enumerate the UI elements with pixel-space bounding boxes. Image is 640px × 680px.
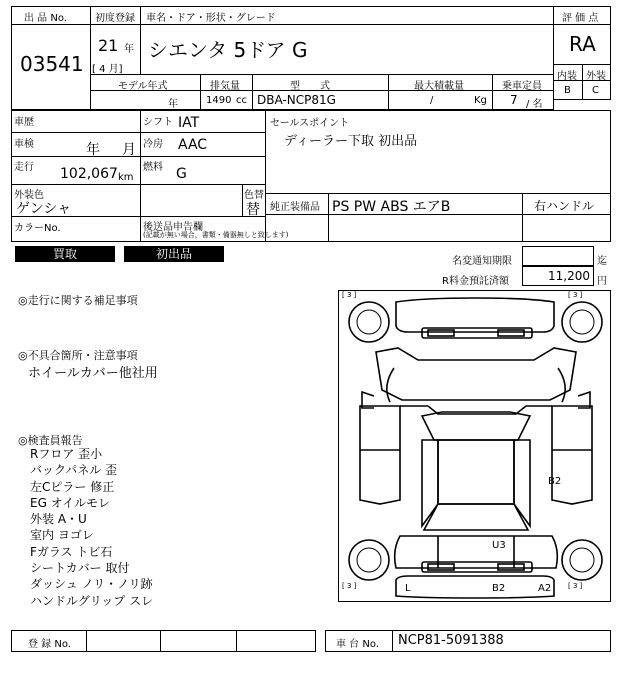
mileage-value: 102,067 bbox=[60, 166, 118, 182]
max-load-unit: Kg bbox=[474, 95, 487, 106]
damage-mark-a2-rear: A2 bbox=[538, 583, 552, 594]
exterior-color-value: ゲンシャ bbox=[16, 201, 72, 217]
car-name: シエンタ 5ドア G bbox=[148, 38, 308, 62]
interior-grade: B bbox=[564, 85, 571, 96]
displacement-unit: cc bbox=[236, 95, 247, 106]
reg-no-label: 登 録 No. bbox=[28, 639, 71, 650]
front-bumper bbox=[396, 298, 554, 332]
mileage-unit: km bbox=[118, 172, 134, 183]
inspector-report-list bbox=[30, 446, 153, 609]
model-code: DBA-NCP81G bbox=[257, 93, 336, 107]
aircon-label: 冷房 bbox=[143, 139, 163, 150]
tire-front-right bbox=[562, 302, 602, 342]
fuel-label: 燃料 bbox=[143, 162, 163, 173]
shift-label: シフト bbox=[143, 117, 173, 128]
first-listing-tag: 初出品 bbox=[124, 246, 224, 262]
inspector-item: EG オイルモレ bbox=[30, 495, 111, 510]
capacity-label: 乗車定員 bbox=[502, 81, 542, 92]
chassis-label: 車 台 No. bbox=[336, 639, 379, 650]
exterior-color-label: 外装色 bbox=[14, 190, 44, 201]
inspector-label: ◎検査員報告 bbox=[18, 434, 83, 447]
inspector-item: ハンドルグリップ スレ bbox=[30, 593, 154, 608]
tire-br-label: [ 3 ] bbox=[568, 582, 583, 590]
equipment-label: 純正装備品 bbox=[270, 202, 320, 213]
capacity-unit: / 名 bbox=[526, 99, 543, 110]
handle-side: 右ハンドル bbox=[534, 199, 595, 213]
repaint-value: 替 bbox=[246, 202, 260, 218]
inspector-item: シートカバー 取付 bbox=[30, 561, 130, 576]
sales-point-value: ディーラー下取 初出品 bbox=[284, 134, 418, 149]
interior-label: 内装 bbox=[557, 71, 577, 82]
max-load: / bbox=[430, 95, 434, 106]
inspector-item: Rフロア 歪小 bbox=[30, 447, 103, 461]
exterior-grade: C bbox=[592, 85, 599, 96]
recycle-amount: 11,200 bbox=[548, 269, 590, 283]
inspector-item: 室内 ヨゴレ bbox=[30, 528, 94, 543]
buy-tag: 買取 bbox=[15, 246, 115, 262]
inspection-label: 車検 bbox=[14, 139, 34, 150]
exterior-label: 外装 bbox=[586, 71, 606, 82]
inspector-item: 外装 A・U bbox=[30, 512, 87, 527]
rating-label: 評 価 点 bbox=[562, 13, 599, 24]
recycle-unit: 円 bbox=[597, 276, 607, 287]
recycle-label: R料金預託済額 bbox=[442, 276, 509, 287]
tire-bl-label: [ 3 ] bbox=[342, 582, 357, 590]
inspector-item: ダッシュ ノリ・ノリ跡 bbox=[30, 577, 153, 592]
body-left bbox=[360, 406, 400, 504]
rear-bumper bbox=[396, 576, 554, 598]
damage-mark-b2-rear: B2 bbox=[492, 583, 506, 594]
aftermarket-note: (記載が無い場合，書類・備器無しと致します) bbox=[143, 231, 289, 239]
tire-rear-right bbox=[562, 540, 602, 580]
tire-front-left bbox=[349, 302, 389, 342]
title-change-label: 名変通知期限 bbox=[452, 256, 512, 267]
title-change-box bbox=[522, 246, 594, 266]
defects-value: ホイールカバー他社用 bbox=[28, 366, 158, 381]
chassis-no: NCP81-5091388 bbox=[398, 633, 504, 648]
model-year-label: モデル年式 bbox=[118, 81, 168, 92]
tire-tr-label: [ 3 ] bbox=[568, 291, 583, 299]
damage-mark-u3-roof: U3 bbox=[492, 540, 506, 551]
title-change-suffix: 迄 bbox=[597, 256, 607, 267]
lot-no: 03541 bbox=[20, 52, 84, 76]
inspection-year-unit: 年 bbox=[86, 142, 100, 158]
max-load-label: 最大積載量 bbox=[414, 81, 464, 92]
body-right bbox=[552, 406, 592, 504]
capacity: 7 bbox=[510, 93, 518, 107]
model-year-unit: 年 bbox=[168, 99, 178, 110]
first-reg-label: 初度登録 bbox=[95, 13, 135, 24]
fuel-value: G bbox=[176, 166, 187, 182]
inspector-item: Fガラス トビ石 bbox=[30, 544, 113, 559]
damage-mark-b2-side: B2 bbox=[548, 476, 562, 487]
damage-mark-l-rear: L bbox=[405, 583, 411, 594]
inspector-item: 左Cピラー 修正 bbox=[30, 479, 115, 494]
tire-tl-label: [ 3 ] bbox=[342, 291, 357, 299]
first-reg-year-unit: 年 bbox=[124, 44, 134, 55]
car-name-label: 車名・ドア・形状・グレード bbox=[146, 13, 276, 24]
first-reg-year: 21 bbox=[98, 36, 119, 55]
shift-value: IAT bbox=[178, 115, 200, 131]
model-label: 型 式 bbox=[290, 81, 330, 92]
inspector-item: バックパネル 歪 bbox=[30, 463, 118, 478]
driving-notes-label: ◎走行に関する補足事項 bbox=[18, 294, 138, 307]
history-label: 車歴 bbox=[14, 117, 34, 128]
rear-gate bbox=[395, 536, 558, 568]
first-reg-month: [ 4 月] bbox=[92, 64, 123, 75]
sales-point-label: セールスポイント bbox=[270, 118, 350, 129]
displacement-label: 排気量 bbox=[210, 81, 240, 92]
aftermarket-label: 後送品申告欄 bbox=[143, 222, 203, 233]
inspection-month-unit: 月 bbox=[122, 142, 136, 158]
repaint-label: 色替 bbox=[244, 190, 264, 201]
rating-value: RA bbox=[569, 32, 596, 56]
aircon-value: AAC bbox=[178, 137, 208, 153]
displacement: 1490 bbox=[206, 95, 232, 106]
roof bbox=[438, 440, 514, 504]
equipment-value: PS PW ABS エアB bbox=[332, 199, 451, 215]
car-diagram bbox=[338, 290, 611, 602]
color-no-label: カラーNo. bbox=[14, 223, 61, 234]
tire-rear-left bbox=[349, 540, 389, 580]
mileage-label: 走行 bbox=[14, 162, 34, 173]
defects-label: ◎不具合箇所・注意事項 bbox=[18, 349, 138, 362]
lot-no-label: 出 品 No. bbox=[24, 13, 67, 24]
